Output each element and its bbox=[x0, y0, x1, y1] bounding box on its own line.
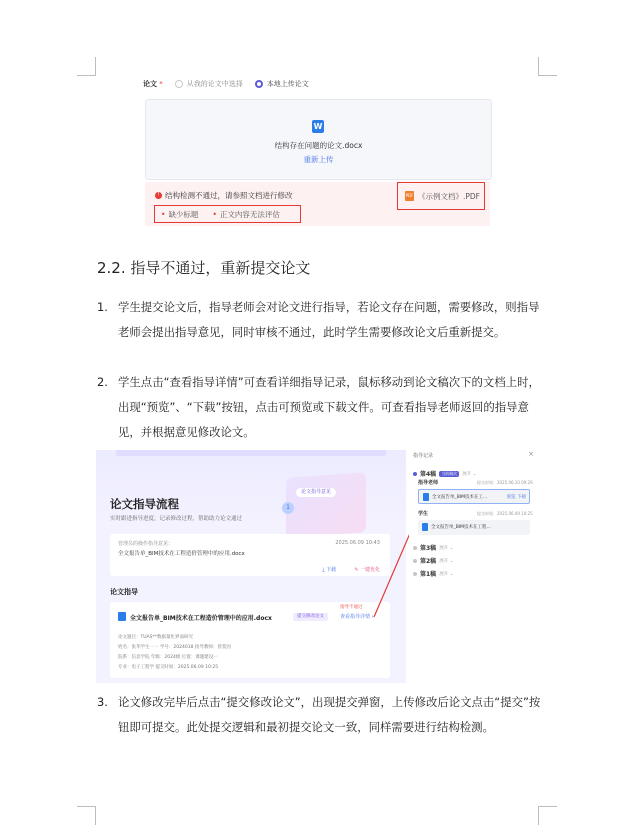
view-guidance-detail-link[interactable]: 查看指导详情 › bbox=[340, 614, 374, 620]
upload-screenshot bbox=[143, 76, 493, 228]
structure-check-error bbox=[145, 182, 490, 226]
student-time: 提交时间：2025.06.09 10:25 bbox=[477, 511, 533, 516]
guidance-record-panel bbox=[409, 450, 540, 683]
error-icon: ! bbox=[155, 192, 162, 199]
close-icon[interactable]: × bbox=[528, 450, 534, 458]
step-text: 学生点击“查看指导详情”可查看详细指导记录，鼠标移动到论文稿次下的文档上时，出现“预览”、“下载”按钮，点击可预览或下载文件。可查看指导老师返回的指导意见，并根据意见修改论文。 bbox=[118, 375, 540, 439]
upload-area[interactable] bbox=[145, 99, 492, 180]
section-heading: 2.2. 指导不通过，重新提交论文 bbox=[97, 259, 311, 277]
pdf-file-icon: PDF bbox=[405, 191, 414, 201]
round-dot-icon bbox=[413, 472, 417, 476]
error-item: • 正文内容无法评估 bbox=[212, 209, 279, 220]
card-label: 管理员的操作指导意见： bbox=[118, 541, 174, 547]
student-file-record[interactable] bbox=[418, 520, 530, 535]
card-file: 全文报告单_BIM技术在工程造价管理中的应用.docx bbox=[118, 551, 245, 557]
paper-label: 论文 * bbox=[143, 80, 163, 88]
preview-download-buttons[interactable]: 预览 下载 bbox=[506, 495, 526, 500]
step-item-1: 1. 学生提交论文后，指导老师会对论文进行指导，若论文存在问题，需要修改，则指导老师会提出指导意见，同时审核不通过，此时学生需要修改论文后重新提交。 bbox=[97, 295, 547, 345]
round-label: 第3稿 bbox=[420, 545, 437, 552]
page-subtitle: 实时跟进指导进度，记录修改过程，帮助助力论文通过 bbox=[110, 516, 243, 522]
error-title: ! 结构检测不通过，请参照文档进行修改 bbox=[155, 190, 293, 201]
teacher-label: 指导老师 bbox=[418, 480, 439, 486]
error-item: • 缺少标题 bbox=[161, 209, 198, 220]
download-button[interactable]: ⤓ 下载 bbox=[322, 567, 336, 573]
step-text: 论文修改完毕后点击“提交修改论文”，出现提交弹窗，上传修改后论文点击“提交”按钮即可提交。此处提交逻辑和最初提交论文一致，同样需要进行结构检测。 bbox=[118, 695, 541, 734]
paper-source-row bbox=[143, 76, 309, 92]
status-badge: 指导不通过 bbox=[340, 605, 363, 610]
student-label: 学生 bbox=[418, 511, 429, 517]
crop-mark-bottom-left bbox=[77, 806, 96, 825]
radio-icon bbox=[175, 80, 183, 88]
error-items bbox=[154, 205, 301, 223]
round-2[interactable] bbox=[413, 556, 453, 565]
radio-selected-icon bbox=[255, 80, 263, 88]
teacher-file-record[interactable] bbox=[418, 489, 530, 504]
illustration-label: 论文指导意见 bbox=[296, 488, 336, 497]
teacher-time: 提交时间：2025.06.10 09:29 bbox=[477, 480, 533, 485]
paper-meta: 专业：电子工程学 提交时间：2025.06.09 10:25 bbox=[118, 665, 219, 670]
expand-label: 展开 ⌄ bbox=[439, 545, 454, 551]
round-3[interactable] bbox=[413, 543, 453, 552]
step-text: 学生提交论文后，指导老师会对论文进行指导，若论文存在问题，需要修改，则指导老师会提出指导意见，同时审核不通过，此时学生需要修改论文后重新提交。 bbox=[118, 300, 540, 339]
expand-label: 展开 ⌄ bbox=[439, 571, 454, 577]
crop-mark-bottom-right bbox=[538, 806, 557, 825]
step-item-3: 3. 论文修改完毕后点击“提交修改论文”，出现提交弹窗，上传修改后论文点击“提交”按钮即可提交。此处提交逻辑和最初提交论文一致，同样需要进行结构检测。 bbox=[97, 690, 547, 740]
crop-mark-top-right bbox=[538, 57, 557, 76]
expand-label: 展开 ⌄ bbox=[439, 558, 454, 564]
panel-title: 指导记录 bbox=[413, 453, 434, 459]
section-title: 论文指导 bbox=[110, 588, 138, 596]
record-file-name: 全文报告单_BIM技术在工程... bbox=[431, 525, 491, 530]
optimize-button[interactable]: ✎ 一键优化 bbox=[354, 567, 380, 573]
word-file-icon: W bbox=[313, 122, 323, 131]
paper-meta: 院系：信息学院 年级：2024级 位置：课题建设一 bbox=[118, 655, 218, 660]
page-title: 论文指导流程 bbox=[110, 497, 179, 511]
round-label: 第2稿 bbox=[420, 558, 437, 565]
round-1[interactable] bbox=[413, 569, 453, 578]
round-dot-icon bbox=[413, 559, 417, 563]
current-badge: 当前稿次 bbox=[441, 470, 458, 476]
expand-label: 展开 ⌄ bbox=[462, 471, 477, 477]
round-label: 第4稿 bbox=[420, 471, 437, 478]
paper-meta: 姓名：张华学生一一 学号：2024018 指导教师：曾莫因 bbox=[118, 645, 231, 650]
step-item-2: 2. 学生点击“查看指导详情”可查看详细指导记录，鼠标移动到论文稿次下的文档上时，出现“预览”、“下载”按钮，点击可预览或下载文件。可查看指导老师返回的指导意见，并根据意见修改论文。 bbox=[97, 370, 547, 445]
card-time: 2025.06.09 10:43 bbox=[335, 540, 380, 546]
illustration-step: 1 bbox=[282, 502, 294, 514]
round-dot-icon bbox=[413, 572, 417, 576]
crop-mark-top-left bbox=[77, 57, 96, 76]
paper-meta: 论文题目：TUAS**数据量化界面研究 bbox=[118, 635, 193, 640]
word-file-icon bbox=[422, 523, 428, 531]
guidance-screenshot bbox=[96, 450, 540, 683]
option-local-upload[interactable]: 本地上传论文 bbox=[255, 79, 309, 89]
sample-document-link[interactable]: PDF 《示例文档》.PDF bbox=[397, 182, 485, 210]
word-file-icon bbox=[423, 493, 429, 501]
round-4[interactable] bbox=[413, 469, 476, 478]
option-select-from-mine[interactable]: 从我的论文中选择 bbox=[175, 79, 243, 89]
uploaded-file-name: 结构存在问题的论文.docx bbox=[274, 141, 363, 150]
round-label: 第1稿 bbox=[420, 571, 437, 578]
reupload-link[interactable]: 重新上传 bbox=[303, 155, 334, 164]
record-file-name: 全文报告单_BIM技术在工... bbox=[432, 495, 488, 500]
round-dot-icon bbox=[413, 546, 417, 550]
submit-revision-button[interactable]: 提交修改论文 bbox=[293, 613, 328, 621]
paper-file-name: 全文报告单_BIM技术在工程造价管理中的应用.docx bbox=[130, 615, 272, 622]
